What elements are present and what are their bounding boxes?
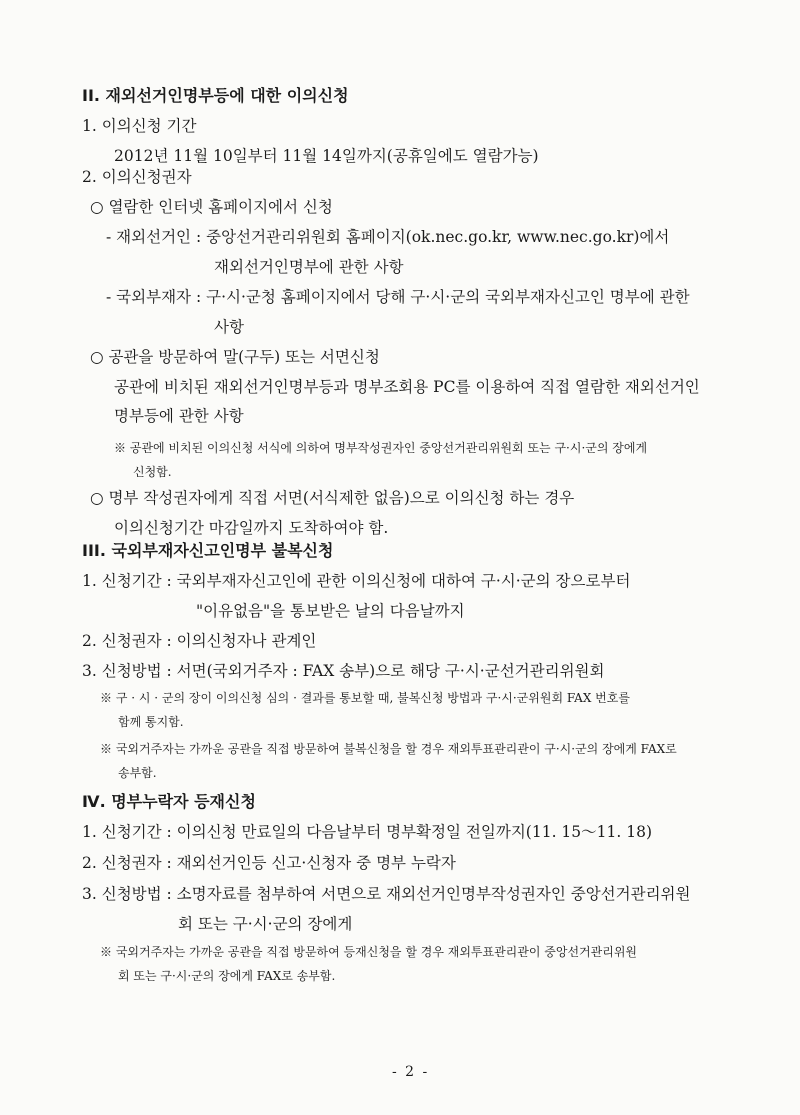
s2-c2-note-line2: 신청함. [133,465,172,479]
s3-item-2: 2. 신청권자 : 이의신청자나 관계인 [82,632,317,650]
s2-c2-text-line1: 공관에 비치된 재외선거인명부등과 명부조회용 PC를 이용하여 직접 열람한 재외선거인 [114,378,700,396]
s2-c1-dash-b-line2: 사항 [214,318,244,336]
s3-item-3: 3. 신청방법 : 서면(국외거주자 : FAX 송부)으로 해당 구·시·군선거관리위원회 [82,662,605,680]
s2-c3-text: 이의신청기간 마감일까지 도착하여야 함. [114,519,389,537]
s4-item-3-line2: 회 또는 구·시·군의 장에게 [178,915,353,933]
section-2-title: II. 재외선거인명부등에 대한 이의신청 [82,86,349,105]
s3-note-1-line2: 함께 통지함. [118,715,184,729]
section-4-title: Ⅳ. 명부누락자 등재신청 [82,792,256,811]
s4-note-line2: 회 또는 구·시·군의 장에게 FAX로 송부함. [118,969,336,983]
s2-circle-1: ○ 열람한 인터넷 홈페이지에서 신청 [90,198,333,216]
s2-item-1-text: 2012년 11월 10일부터 11월 14일까지(공휴일에도 열람가능) [114,147,539,165]
page-number: - 2 - [392,1064,430,1080]
s2-c1-dash-b-line1: - 국외부재자 : 구·시·군청 홈페이지에서 당해 구·시·군의 국외부재자신고인 명부에 관한 [106,288,690,306]
s2-c1-dash-a-line2: 재외선거인명부에 관한 사항 [214,258,404,276]
s4-item-3-line1: 3. 신청방법 : 소명자료를 첨부하여 서면으로 재외선거인명부작성권자인 중앙선거관리위원 [82,885,691,903]
s3-note-1-line1: ※ 구 · 시 · 군의 장이 이의신청 심의 · 결과를 통보할 때, 불복신청 방법과 구·시·군위원회 FAX 번호를 [100,691,630,705]
s3-item-1-line2: "이유없음"을 통보받은 날의 다음날까지 [196,602,465,620]
s2-c2-note-line1: ※ 공관에 비치된 이의신청 서식에 의하여 명부작성권자인 중앙선거관리위원회 또는 구·시·군의 장에게 [114,441,648,455]
s3-note-2-line2: 송부함. [118,766,157,780]
section-3-title: III. 국외부재자신고인명부 불복신청 [82,541,334,560]
s4-note-line1: ※ 국외거주자는 가까운 공관을 직접 방문하여 등재신청을 할 경우 재외투표관리관이 중앙선거관리위원 [100,945,638,959]
s2-c2-text-line2: 명부등에 관한 사항 [114,407,244,425]
s2-item-1: 1. 이의신청 기간 [82,117,197,135]
s2-item-2: 2. 이의신청권자 [82,168,192,186]
s2-c1-dash-a-line1: - 재외선거인 : 중앙선거관리위원회 홈페이지(ok.nec.go.kr, www.nec.go.kr)에서 [106,228,670,246]
s4-item-2: 2. 신청권자 : 재외선거인등 신고·신청자 중 명부 누락자 [82,854,456,872]
s2-circle-2: ○ 공관을 방문하여 말(구두) 또는 서면신청 [90,348,380,366]
s2-circle-3: ○ 명부 작성권자에게 직접 서면(서식제한 없음)으로 이의신청 하는 경우 [90,489,575,507]
s3-note-2-line1: ※ 국외거주자는 가까운 공관을 직접 방문하여 불복신청을 할 경우 재외투표관리관이 구·시·군의 장에게 FAX로 [100,742,677,756]
s4-item-1: 1. 신청기간 : 이의신청 만료일의 다음날부터 명부확정일 전일까지(11. 15～11. 18) [82,823,652,841]
s3-item-1-line1: 1. 신청기간 : 국외부재자신고인에 관한 이의신청에 대하여 구·시·군의 장으로부터 [82,572,631,590]
